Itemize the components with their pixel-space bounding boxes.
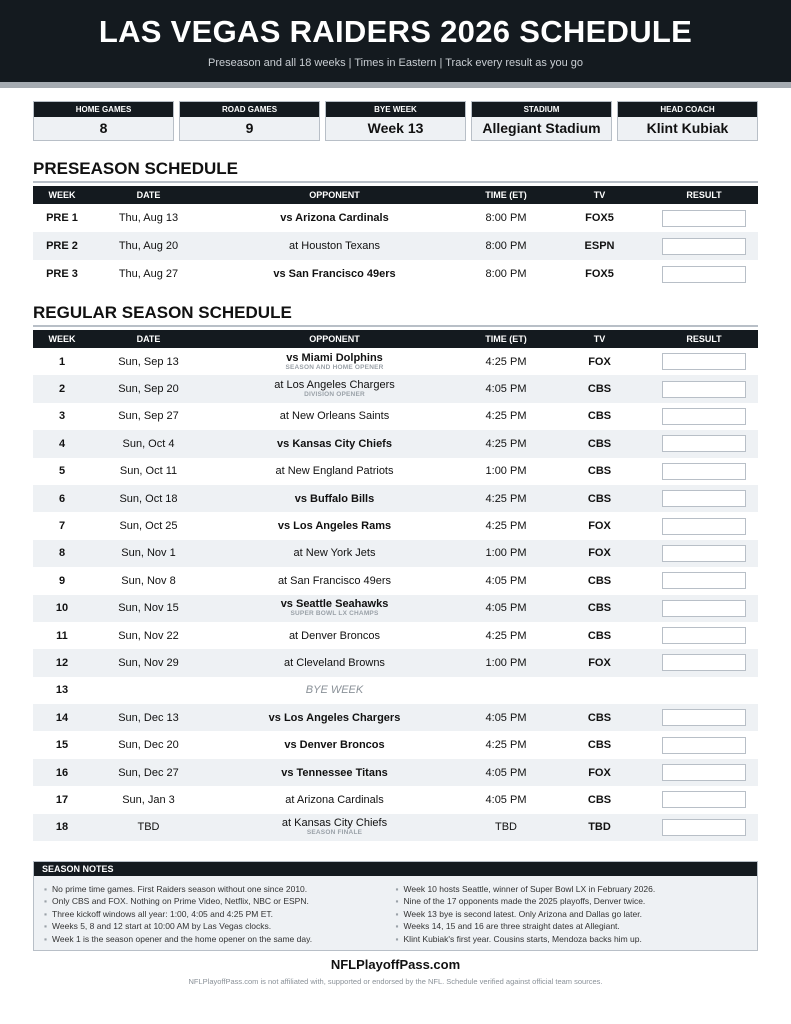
result-input[interactable]: [662, 210, 746, 227]
bye-week-label: BYE WEEK: [305, 684, 364, 697]
column-header-time: TIME (ET): [463, 330, 549, 348]
date-cell: Sun, Oct 11: [119, 465, 178, 478]
opponent-cell: [206, 512, 463, 539]
week-cell: 6: [33, 485, 91, 512]
stat-value: 9: [180, 117, 319, 140]
table-row: [33, 567, 758, 594]
column-header-time: TIME (ET): [463, 186, 549, 204]
week-cell: 18: [33, 814, 91, 841]
result-cell: [650, 458, 758, 485]
tv-cell: FOX: [588, 520, 611, 533]
date-cell: Sun, Oct 4: [91, 430, 206, 457]
opponent-name: vs Kansas City Chiefs: [277, 437, 392, 450]
time-cell: 8:00 PM: [463, 232, 549, 260]
note-item: ▪ Nine of the 17 opponents made the 2025 playoffs, Denver twice.: [396, 895, 748, 907]
opponent-cell: [206, 348, 463, 375]
result-cell: [650, 260, 758, 288]
result-input[interactable]: [662, 545, 746, 562]
opponent-cell: [206, 458, 463, 485]
week-cell: 4: [33, 430, 91, 457]
column-header-result: RESULT: [650, 186, 758, 204]
column-header-tv: TV: [549, 186, 650, 204]
tv-cell: CBS: [587, 793, 612, 806]
date-cell: Sun, Nov 22: [118, 629, 179, 642]
result-input[interactable]: [662, 627, 746, 644]
summary-stats: [33, 101, 758, 141]
table-row: [33, 204, 758, 232]
note-item: ▪ Weeks 14, 15 and 16 are three straight dates at Allegiant.: [396, 920, 748, 932]
opponent-name: vs San Francisco 49ers: [273, 268, 396, 280]
notes-column-left: [44, 883, 396, 945]
week-cell: 11: [56, 629, 68, 642]
stat-label: STADIUM: [472, 102, 611, 117]
date-cell: Sun, Oct 18: [91, 485, 206, 512]
time-cell: 4:25 PM: [485, 410, 527, 423]
opponent-cell: [206, 485, 463, 512]
date-cell: Sun, Sep 20: [91, 375, 206, 402]
result-input[interactable]: [662, 435, 746, 452]
date-cell: Sun, Nov 1: [91, 540, 206, 567]
game-note: DIVISION OPENER: [304, 391, 365, 399]
stat-label: BYE WEEK: [326, 102, 465, 117]
table-header-row: [33, 186, 758, 204]
note-item: ▪ Klint Kubiak's first year. Cousins starts, Mendoza backs him up.: [396, 933, 748, 945]
stat-value: Allegiant Stadium: [472, 117, 611, 140]
week-cell: 10: [33, 595, 91, 622]
header-divider: [0, 82, 791, 88]
tv-cell: CBS: [587, 574, 612, 587]
table-row: [33, 458, 758, 485]
opponent-name: at New Orleans Saints: [279, 410, 390, 423]
opponent-cell: [206, 567, 463, 594]
result-cell: [650, 430, 758, 457]
date-cell: Thu, Aug 27: [118, 268, 179, 280]
result-cell: [650, 677, 758, 704]
note-item: ▪ Week 1 is the season opener and the home opener on the same day.: [44, 933, 396, 945]
note-item: ▪ No prime time games. First Raiders season without one since 2010.: [44, 883, 396, 895]
opponent-cell: [206, 430, 463, 457]
tv-cell: CBS: [549, 430, 650, 457]
stat-bye-week: [325, 101, 466, 141]
tv-cell: CBS: [549, 704, 650, 731]
date-cell: Sun, Dec 27: [91, 759, 206, 786]
result-input[interactable]: [662, 518, 746, 535]
result-cell: [650, 512, 758, 539]
result-input[interactable]: [662, 791, 746, 808]
week-cell: 16: [33, 759, 91, 786]
opponent-name: vs Miami Dolphins: [286, 351, 383, 364]
date-cell: Sun, Nov 15: [91, 595, 206, 622]
game-note: SEASON AND HOME OPENER: [285, 363, 384, 371]
note-item: ▪ Week 10 hosts Seattle, winner of Super Bowl LX in February 2026.: [396, 883, 748, 895]
time-cell: 4:25 PM: [485, 629, 527, 642]
table-row: [33, 375, 758, 402]
time-cell: 4:05 PM: [463, 375, 549, 402]
week-cell: 15: [55, 739, 69, 752]
table-row: [33, 731, 758, 758]
time-cell: 4:05 PM: [485, 574, 527, 587]
result-input[interactable]: [662, 600, 746, 617]
tv-cell: FOX: [549, 649, 650, 676]
table-row: [33, 595, 758, 622]
opponent-name: at Denver Broncos: [288, 629, 381, 642]
opponent-cell: [206, 704, 463, 731]
notes-column-right: [396, 883, 748, 945]
opponent-cell: [206, 622, 463, 649]
opponent-name: at New York Jets: [293, 547, 376, 560]
table-row: [33, 677, 758, 704]
date-cell: Sun, Sep 13: [118, 355, 179, 368]
result-cell: [650, 232, 758, 260]
result-input[interactable]: [662, 490, 746, 507]
stat-label: HEAD COACH: [618, 102, 757, 117]
time-cell: 4:25 PM: [485, 739, 527, 752]
note-item: ▪ Week 13 bye is second latest. Only Arizona and Dallas go later.: [396, 908, 748, 920]
opponent-cell: [206, 786, 463, 813]
date-cell: Sun, Dec 20: [118, 739, 179, 752]
column-header-tv: TV: [549, 330, 650, 348]
week-cell: PRE 1: [46, 212, 78, 224]
note-item: ▪ Weeks 5, 8 and 12 start at 10:00 AM by Las Vegas clocks.: [44, 920, 396, 932]
result-input[interactable]: [662, 764, 746, 781]
tv-cell: CBS: [587, 629, 612, 642]
opponent-cell: [206, 759, 463, 786]
opponent-name: at Arizona Cardinals: [285, 793, 384, 806]
table-row: [33, 403, 758, 430]
result-cell: [650, 731, 758, 758]
opponent-name: vs Buffalo Bills: [294, 492, 375, 505]
time-cell: 4:25 PM: [463, 485, 549, 512]
time-cell: 1:00 PM: [463, 540, 549, 567]
date-cell: Thu, Aug 20: [91, 232, 206, 260]
stat-label: ROAD GAMES: [180, 102, 319, 117]
table-header-row: [33, 330, 758, 348]
opponent-cell: [206, 375, 463, 402]
date-cell: Sun, Nov 8: [121, 574, 176, 587]
opponent-cell: [206, 731, 463, 758]
time-cell: 4:25 PM: [463, 430, 549, 457]
result-cell: [650, 786, 758, 813]
result-input[interactable]: [662, 238, 746, 255]
week-cell: 2: [33, 375, 91, 402]
table-row: [33, 260, 758, 288]
result-input[interactable]: [662, 408, 746, 425]
week-cell: 5: [58, 465, 66, 478]
stat-label: HOME GAMES: [34, 102, 173, 117]
week-cell: 9: [58, 574, 66, 587]
regular-season-table: [33, 330, 758, 841]
result-cell: [650, 204, 758, 232]
result-input[interactable]: [662, 463, 746, 480]
tv-cell: FOX: [588, 355, 611, 368]
page-header: [0, 0, 791, 82]
opponent-cell: [206, 814, 463, 841]
table-row: [33, 622, 758, 649]
opponent-name: at Los Angeles Chargers: [274, 379, 395, 392]
tv-cell: TBD: [549, 814, 650, 841]
column-header-opponent: OPPONENT: [206, 186, 463, 204]
result-cell: [650, 649, 758, 676]
season-notes: [33, 861, 758, 951]
table-row: [33, 430, 758, 457]
result-cell: [650, 759, 758, 786]
table-row: [33, 704, 758, 731]
date-cell: Sun, Dec 13: [91, 704, 206, 731]
result-cell: [650, 403, 758, 430]
tv-cell: CBS: [587, 465, 612, 478]
opponent-cell: [206, 677, 463, 704]
result-cell: [650, 595, 758, 622]
time-cell: TBD: [463, 814, 549, 841]
column-header-result: RESULT: [650, 330, 758, 348]
time-cell: 1:00 PM: [463, 649, 549, 676]
opponent-cell: [206, 403, 463, 430]
week-cell: 8: [33, 540, 91, 567]
date-cell: Sun, Jan 3: [122, 793, 175, 806]
opponent-cell: [206, 260, 463, 288]
tv-cell: FOX5: [585, 268, 614, 280]
opponent-name: vs Los Angeles Chargers: [268, 711, 401, 724]
tv-cell: CBS: [549, 485, 650, 512]
opponent-cell: [206, 649, 463, 676]
result-input[interactable]: [662, 737, 746, 754]
season-notes-title: SEASON NOTES: [34, 862, 757, 876]
preseason-title: PRESEASON SCHEDULE: [33, 159, 758, 183]
tv-cell: CBS: [587, 410, 612, 423]
game-note: SUPER BOWL LX CHAMPS: [290, 610, 379, 618]
table-row: [33, 512, 758, 539]
week-cell: 1: [58, 355, 66, 368]
week-cell: 3: [58, 410, 66, 423]
time-cell: 4:05 PM: [485, 793, 527, 806]
result-input[interactable]: [662, 353, 746, 370]
date-cell: Sun, Nov 29: [91, 649, 206, 676]
time-cell: [463, 677, 549, 704]
result-input[interactable]: [662, 572, 746, 589]
stat-value: Klint Kubiak: [618, 117, 757, 140]
column-header-week: WEEK: [33, 330, 91, 348]
result-input[interactable]: [662, 381, 746, 398]
opponent-name: at Cleveland Browns: [284, 656, 385, 669]
date-cell: TBD: [91, 814, 206, 841]
week-cell: 7: [58, 520, 66, 533]
tv-cell: [549, 677, 650, 704]
opponent-cell: [206, 232, 463, 260]
time-cell: 4:25 PM: [485, 355, 527, 368]
stat-value: Week 13: [326, 117, 465, 140]
week-cell: PRE 3: [46, 268, 78, 280]
week-cell: 14: [33, 704, 91, 731]
page-title: LAS VEGAS RAIDERS 2026 SCHEDULE: [98, 14, 693, 49]
table-row: [33, 786, 758, 813]
note-item: ▪ Only CBS and FOX. Nothing on Prime Video, Netflix, NBC or ESPN.: [44, 895, 396, 907]
result-input[interactable]: [662, 709, 746, 726]
opponent-name: at San Francisco 49ers: [277, 574, 392, 587]
stat-road-games: [179, 101, 320, 141]
column-header-date: DATE: [91, 330, 206, 348]
result-input[interactable]: [662, 266, 746, 283]
opponent-cell: [206, 595, 463, 622]
week-cell: 13: [55, 684, 69, 697]
opponent-name: at Houston Texans: [289, 240, 380, 252]
week-cell: 17: [55, 793, 69, 806]
date-cell: Sun, Oct 25: [119, 520, 178, 533]
opponent-name: vs Arizona Cardinals: [280, 212, 389, 224]
result-cell: [650, 814, 758, 841]
stat-stadium: [471, 101, 612, 141]
stat-value: 8: [34, 117, 173, 140]
tv-cell: FOX: [549, 540, 650, 567]
time-cell: 4:25 PM: [485, 520, 527, 533]
table-row: [33, 540, 758, 567]
footer-disclaimer: NFLPlayoffPass.com is not affiliated with, supported or endorsed by the NFL. Schedule verified against official team sources.: [188, 977, 603, 986]
opponent-name: at Kansas City Chiefs: [281, 817, 388, 830]
result-cell: [650, 567, 758, 594]
time-cell: 4:05 PM: [463, 759, 549, 786]
tv-cell: CBS: [549, 375, 650, 402]
column-header-date: DATE: [91, 186, 206, 204]
table-row: [33, 232, 758, 260]
result-input[interactable]: [662, 654, 746, 671]
column-header-opponent: OPPONENT: [206, 330, 463, 348]
tv-cell: FOX5: [585, 212, 614, 224]
opponent-name: vs Los Angeles Rams: [277, 520, 392, 533]
time-cell: 1:00 PM: [485, 465, 527, 478]
result-cell: [650, 540, 758, 567]
opponent-name: vs Tennessee Titans: [281, 766, 388, 779]
result-cell: [650, 375, 758, 402]
stat-home-games: [33, 101, 174, 141]
result-cell: [650, 622, 758, 649]
week-cell: PRE 2: [33, 232, 91, 260]
footer-brand: NFLPlayoffPass.com: [330, 957, 461, 972]
table-row: [33, 348, 758, 375]
time-cell: 8:00 PM: [485, 212, 527, 224]
opponent-name: vs Seattle Seahawks: [280, 598, 389, 611]
column-header-week: WEEK: [33, 186, 91, 204]
stat-head-coach: [617, 101, 758, 141]
opponent-name: at New England Patriots: [275, 465, 394, 478]
page-subtitle: Preseason and all 18 weeks | Times in Eastern | Track every result as you go: [207, 57, 583, 69]
table-row: [33, 485, 758, 512]
note-item: ▪ Three kickoff windows all year: 1:00, 4:05 and 4:25 PM ET.: [44, 908, 396, 920]
tv-cell: CBS: [587, 739, 612, 752]
result-cell: [650, 704, 758, 731]
time-cell: 8:00 PM: [485, 268, 527, 280]
tv-cell: CBS: [549, 595, 650, 622]
opponent-name: vs Denver Broncos: [284, 739, 385, 752]
date-cell: Sun, Sep 27: [118, 410, 179, 423]
date-cell: [91, 677, 206, 704]
preseason-table: [33, 186, 758, 288]
result-input[interactable]: [662, 819, 746, 836]
time-cell: 4:05 PM: [463, 704, 549, 731]
time-cell: 4:05 PM: [463, 595, 549, 622]
tv-cell: FOX: [549, 759, 650, 786]
table-row: [33, 649, 758, 676]
table-row: [33, 759, 758, 786]
tv-cell: ESPN: [549, 232, 650, 260]
opponent-cell: [206, 540, 463, 567]
week-cell: 12: [33, 649, 91, 676]
date-cell: Thu, Aug 13: [118, 212, 179, 224]
game-note: SEASON FINALE: [306, 829, 363, 837]
result-cell: [650, 485, 758, 512]
table-row: [33, 814, 758, 841]
opponent-cell: [206, 204, 463, 232]
result-cell: [650, 348, 758, 375]
regular-season-title: REGULAR SEASON SCHEDULE: [33, 303, 758, 327]
